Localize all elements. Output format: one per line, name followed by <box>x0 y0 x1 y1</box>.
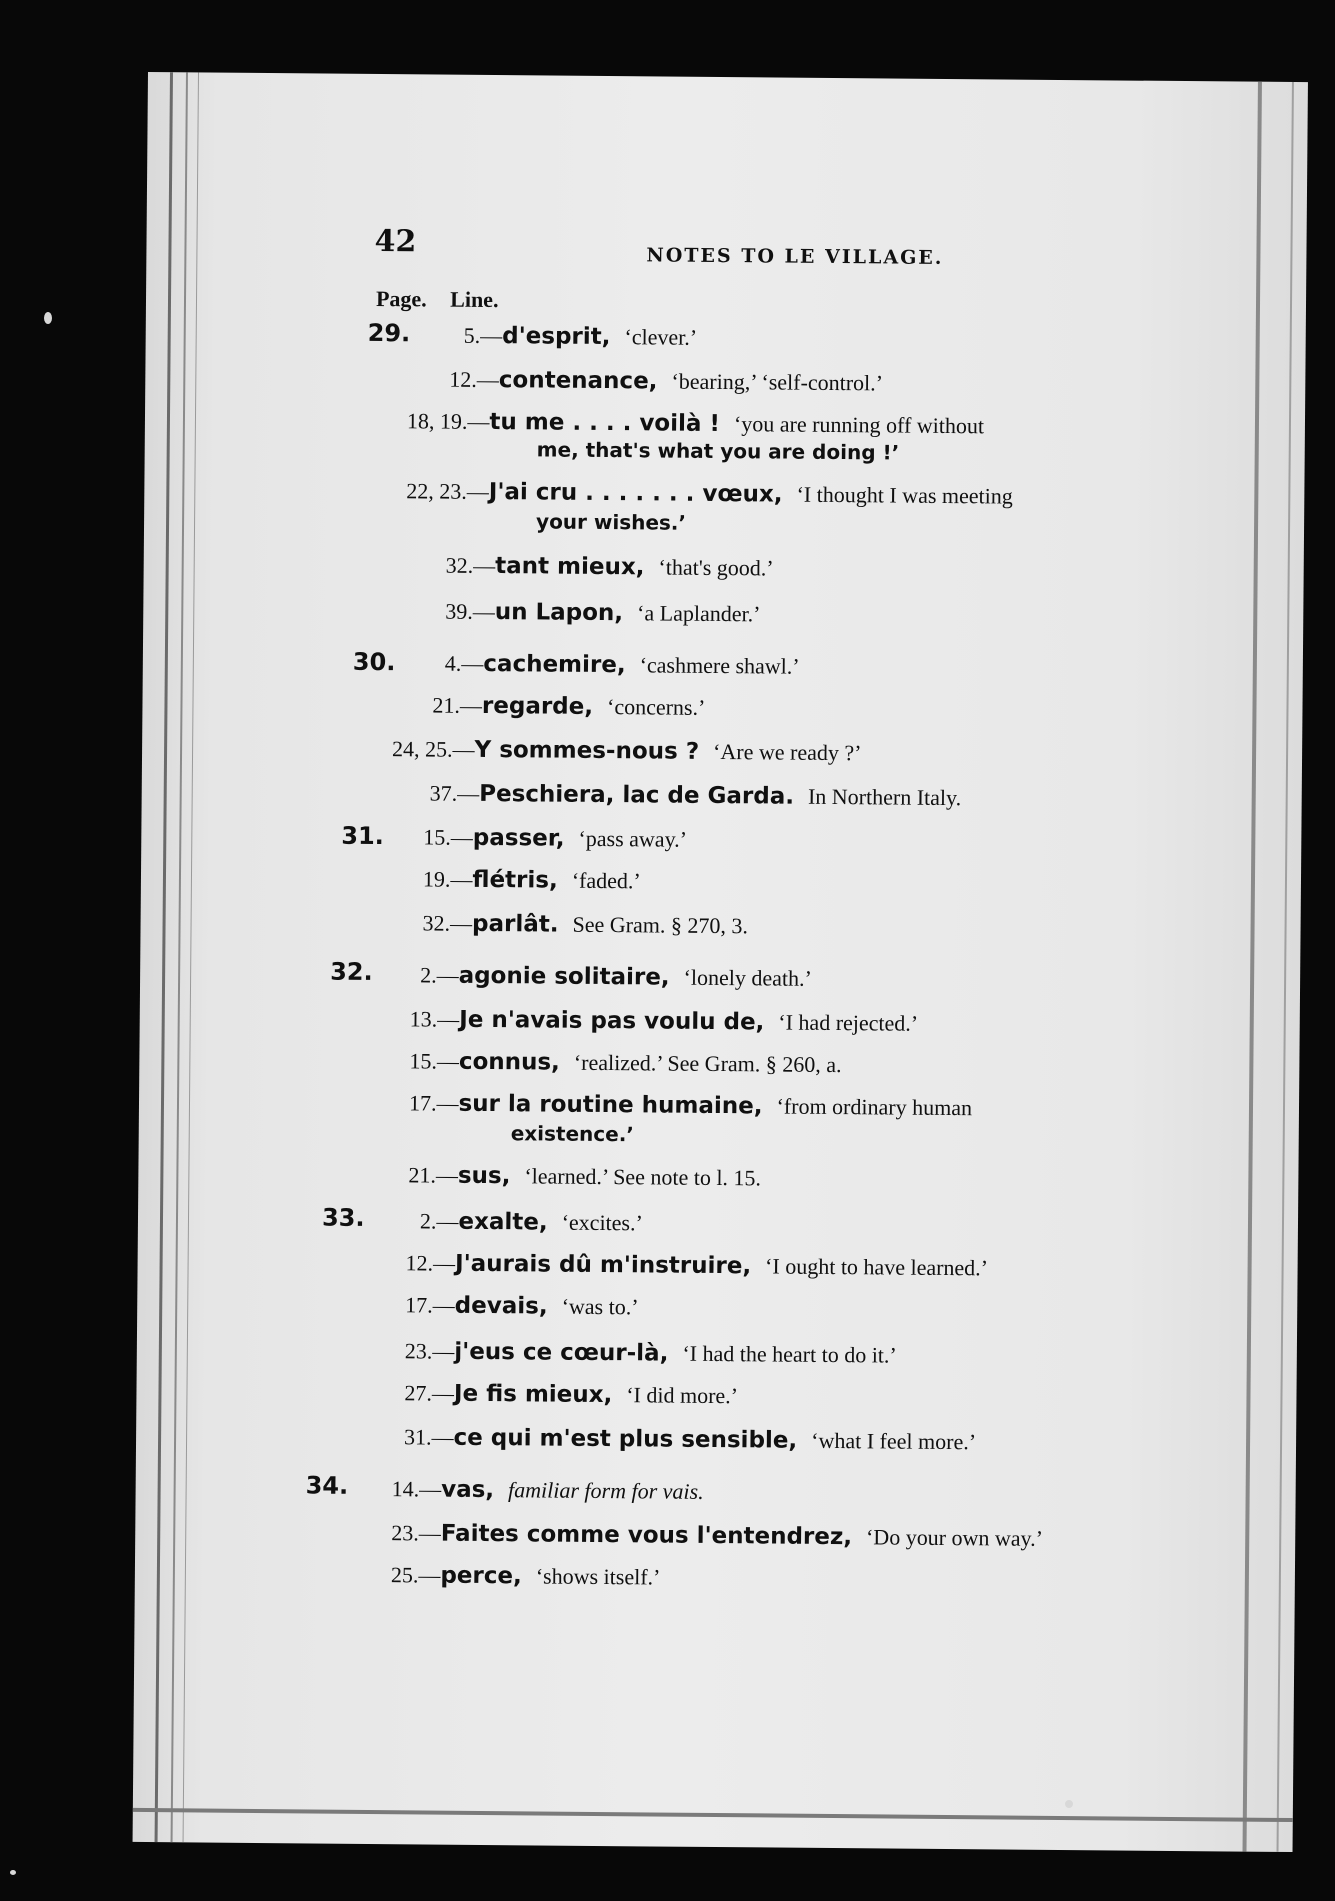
note-term: perce, <box>440 1562 522 1590</box>
note-page-number: 34. <box>305 1471 349 1500</box>
note-term: cachemire, <box>483 650 626 679</box>
note-entry <box>446 553 774 583</box>
note-term: parlât. <box>471 910 559 938</box>
line-number: 17.— <box>405 1292 455 1318</box>
note-term: d'esprit, <box>502 323 611 351</box>
line-number: 2.— <box>420 962 459 988</box>
note-term: contenance, <box>498 367 658 395</box>
note-term: sur la routine humaine, <box>458 1090 763 1120</box>
note-gloss: ‘clever.’ <box>624 324 698 350</box>
note-entry <box>408 1162 761 1192</box>
note-page-number: 33. <box>321 1203 365 1232</box>
line-number: 37.— <box>429 780 480 806</box>
line-number: 4.— <box>444 650 484 676</box>
note-term: passer, <box>472 824 565 852</box>
line-number: 19.— <box>422 866 473 892</box>
scan-speck <box>1065 1800 1073 1808</box>
note-term: Faites comme vous l'entendrez, <box>440 1520 853 1551</box>
note-gloss: ‘a Laplander.’ <box>637 600 761 627</box>
note-entry <box>445 651 800 681</box>
note-page-number: 31. <box>341 821 384 851</box>
note-gloss: ‘pass away.’ <box>578 825 688 852</box>
note-gloss: In Northern Italy. <box>807 783 962 811</box>
note-gloss: ‘cashmere shawl.’ <box>639 652 800 679</box>
note-entry <box>405 1292 639 1321</box>
note-gloss: ‘I thought I was meeting <box>796 481 1013 509</box>
note-term: Y sommes-nous ? <box>474 736 700 765</box>
note-continuation: existence.’ <box>510 1121 635 1147</box>
note-gloss: familiar form for vais. <box>507 1477 704 1504</box>
line-number: 15.— <box>423 824 473 850</box>
note-gloss: ‘I had the heart to do it.’ <box>682 1340 897 1368</box>
note-gloss: ‘what I feel more.’ <box>811 1427 977 1455</box>
note-term: un Lapon, <box>494 599 624 627</box>
line-number: 14.— <box>391 1476 442 1502</box>
note-entry <box>423 866 641 895</box>
note-continuation: your wishes.’ <box>535 509 687 535</box>
line-number: 39.— <box>445 598 495 625</box>
note-entry <box>422 910 748 940</box>
line-number: 21.— <box>432 692 483 718</box>
line-number: 32.— <box>445 552 496 579</box>
note-gloss: ‘faded.’ <box>571 867 641 894</box>
note-term: sus, <box>457 1162 511 1190</box>
note-term: tant mieux, <box>495 553 645 581</box>
column-heading-page: Page. <box>375 285 427 312</box>
line-number: 22, 23.— <box>406 478 489 504</box>
line-number: 18, 19.— <box>406 408 490 434</box>
note-page-number: 30. <box>352 647 396 677</box>
note-entry <box>407 408 984 440</box>
scan-speck <box>10 1870 16 1875</box>
line-number: 27.— <box>404 1380 455 1406</box>
note-gloss: ‘I did more.’ <box>626 1382 739 1409</box>
note-term: J'ai cru . . . . . . . vœux, <box>488 478 783 508</box>
note-term: connus, <box>458 1048 560 1076</box>
page-content <box>133 72 1308 1852</box>
book-page <box>133 72 1308 1852</box>
note-continuation: me, that's what you are doing !’ <box>536 437 900 465</box>
note-entry <box>420 962 812 992</box>
note-gloss: ‘concerns.’ <box>606 694 706 720</box>
line-number: 13.— <box>409 1006 460 1032</box>
note-term: devais, <box>454 1292 548 1320</box>
note-gloss: ‘learned.’ See note to l. 15. <box>524 1163 762 1191</box>
note-entry <box>392 1476 704 1506</box>
note-entry <box>404 1424 976 1456</box>
note-term: ce qui m'est plus sensible, <box>453 1424 798 1454</box>
note-gloss: ‘bearing,’ ‘self-control.’ <box>671 368 884 396</box>
note-gloss: ‘excites.’ <box>561 1209 643 1236</box>
note-entry <box>391 1562 661 1591</box>
line-number: 15.— <box>409 1048 459 1074</box>
note-term: tu me . . . . voilà ! <box>489 408 721 438</box>
note-gloss: ‘Do your own way.’ <box>865 1524 1044 1551</box>
note-term: agonie solitaire, <box>458 962 670 991</box>
note-term: Je n'avais pas voulu de, <box>459 1006 765 1036</box>
scan-speck <box>44 312 52 324</box>
line-number: 12.— <box>449 366 499 393</box>
note-gloss: ‘you are running off without <box>733 411 985 439</box>
note-term: vas, <box>441 1476 495 1504</box>
line-number: 23.— <box>404 1338 455 1364</box>
line-number: 2.— <box>419 1208 459 1234</box>
note-term: exalte, <box>458 1208 548 1236</box>
line-number: 5.— <box>463 322 503 349</box>
note-entry <box>406 478 1013 510</box>
column-heading-line: Line. <box>450 286 499 313</box>
note-term: Je fis mieux, <box>453 1380 613 1409</box>
note-gloss: ‘realized.’ See Gram. § 260, a. <box>573 1049 842 1078</box>
note-entry <box>445 599 760 629</box>
note-entry <box>405 1338 897 1369</box>
note-entry <box>420 1208 643 1237</box>
note-gloss: ‘that's good.’ <box>658 554 774 581</box>
line-number: 21.— <box>408 1162 458 1188</box>
line-number: 24, 25.— <box>391 736 475 762</box>
note-term: j'eus ce cœur-là, <box>454 1338 669 1367</box>
note-entry <box>392 736 862 767</box>
line-number: 25.— <box>390 1562 441 1588</box>
note-gloss: ‘Are we ready ?’ <box>712 738 862 766</box>
note-entry <box>464 323 698 352</box>
column-headings <box>376 286 517 313</box>
note-gloss: See Gram. § 270, 3. <box>572 911 749 939</box>
note-entry <box>430 780 962 812</box>
line-number: 32.— <box>422 910 473 936</box>
note-gloss: ‘shows itself.’ <box>535 1563 661 1590</box>
note-gloss: ‘lonely death.’ <box>683 964 813 991</box>
note-entry <box>409 1048 841 1079</box>
note-entry <box>391 1520 1043 1553</box>
note-gloss: ‘from ordinary human <box>776 1093 973 1121</box>
line-number: 12.— <box>405 1250 456 1276</box>
note-page-number: 29. <box>367 318 411 348</box>
note-entry <box>405 1250 988 1282</box>
note-term: Peschiera, lac de Garda. <box>479 780 795 810</box>
note-gloss: ‘I had rejected.’ <box>778 1009 919 1036</box>
running-head: NOTES TO LE VILLAGE. <box>646 244 944 269</box>
page-number: 42 <box>374 223 417 260</box>
note-page-number: 32. <box>330 957 373 986</box>
line-number: 17.— <box>408 1090 459 1116</box>
note-entry <box>432 693 705 722</box>
line-number: 23.— <box>391 1520 441 1546</box>
note-entry <box>404 1380 738 1410</box>
note-entry <box>423 824 687 853</box>
note-term: J'aurais dû m'instruire, <box>454 1250 752 1280</box>
note-term: regarde, <box>481 692 594 720</box>
note-entry <box>409 1090 972 1122</box>
note-entry <box>410 1006 919 1037</box>
note-entry <box>449 367 883 398</box>
note-gloss: ‘was to.’ <box>561 1293 639 1320</box>
note-term: flétris, <box>472 866 558 894</box>
line-number: 31.— <box>403 1424 454 1450</box>
note-gloss: ‘I ought to have learned.’ <box>765 1253 989 1281</box>
